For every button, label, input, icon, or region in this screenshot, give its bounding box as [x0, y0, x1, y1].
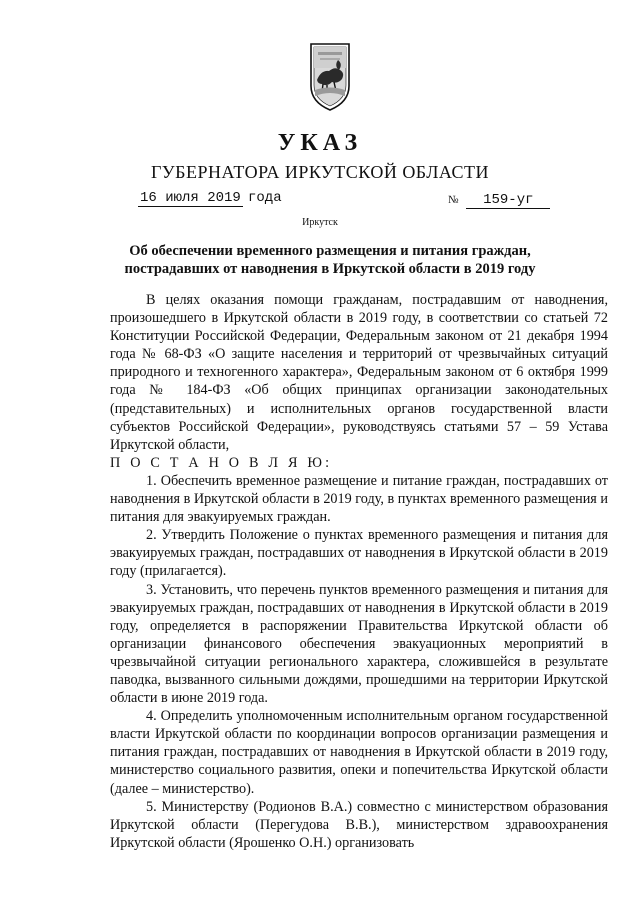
number-value: 159-уг	[466, 192, 550, 209]
decree-number	[448, 192, 550, 209]
number-sign: №	[448, 194, 459, 206]
date-value: 16 июля 2019	[140, 190, 241, 206]
issue-city: Иркутск	[302, 217, 338, 228]
item-2-paragraph: 2. Утвердить Положение о пунктах временного размещения и питания для эвакуируемых граждан, пострадавших от наводнения в Иркутской области в 2019 году (прилагается).	[110, 527, 608, 580]
item-4-paragraph: 4. Определить уполномоченным исполнительным органом государственной власти Иркутской области по координации вопросов организации размещения и питания граждан, пострадавших от наводнения в Иркутской области в 2019 году, министерство социального развития, опеки и попечительства Иркутской области (далее – министерство).	[110, 708, 608, 797]
decree-date	[138, 190, 282, 212]
date-suffix: года	[248, 190, 282, 206]
heading-line-2: пострадавших от наводнения в Иркутской области в 2019 году	[124, 261, 536, 277]
document-heading	[110, 242, 550, 278]
issuer-title: ГУБЕРНАТОРА ИРКУТСКОЙ ОБЛАСТИ	[150, 162, 490, 182]
document-body	[110, 291, 608, 852]
item-3-paragraph: 3. Установить, что перечень пунктов временного размещения и питания для эвакуируемых граждан, пострадавших от наводнения в Иркутской области в 2019 году, определяется в распоряжении Правительства Иркутской области об организации финансового обеспечения эвакуационных мероприятий в чрезвычайной ситуации регионального характера, сложившейся в результате паводка, вызванного сильными дождями, прошедшими на территории Иркутской области в июне 2019 года.	[110, 581, 608, 707]
item-5-paragraph: 5. Министерству (Родионов В.А.) совместно с министерством образования Иркутской области (Перегудова В.В.), министерством здравоохранения Иркутской области (Ярошенко О.Н.) организовать	[110, 798, 608, 851]
coat-of-arms-emblem	[305, 40, 355, 112]
decree-word: П О С Т А Н О В Л Я Ю:	[110, 454, 333, 471]
item-1-paragraph: 1. Обеспечить временное размещение и питание граждан, пострадавших от наводнения в Иркутской области в 2019 году, в пунктах временного размещения и питания для эвакуируемых граждан.	[110, 472, 608, 526]
heading-line-1: Об обеспечении временного размещения и питания граждан,	[129, 243, 531, 259]
preamble-paragraph: В целях оказания помощи гражданам, пострадавшим от наводнения, произошедшего в Иркутской области в 2019 году, в соответствии со статьей 72 Конституции Российской Федерации, Федеральным законом от 21 декабря 1994 года № 68-ФЗ «О защите населения и территорий от чрезвычайных ситуаций природного и техногенного характера», Федеральным законом от 6 октября 1999 года № 184-ФЗ «Об общих принципах организации законодательных (представительных) и исполнительных органов государственной власти субъектов Российской Федерации», руководствуясь статьями 57 – 59 Устава Иркутской области,	[110, 292, 608, 453]
document-type-title: УКАЗ	[277, 130, 363, 156]
